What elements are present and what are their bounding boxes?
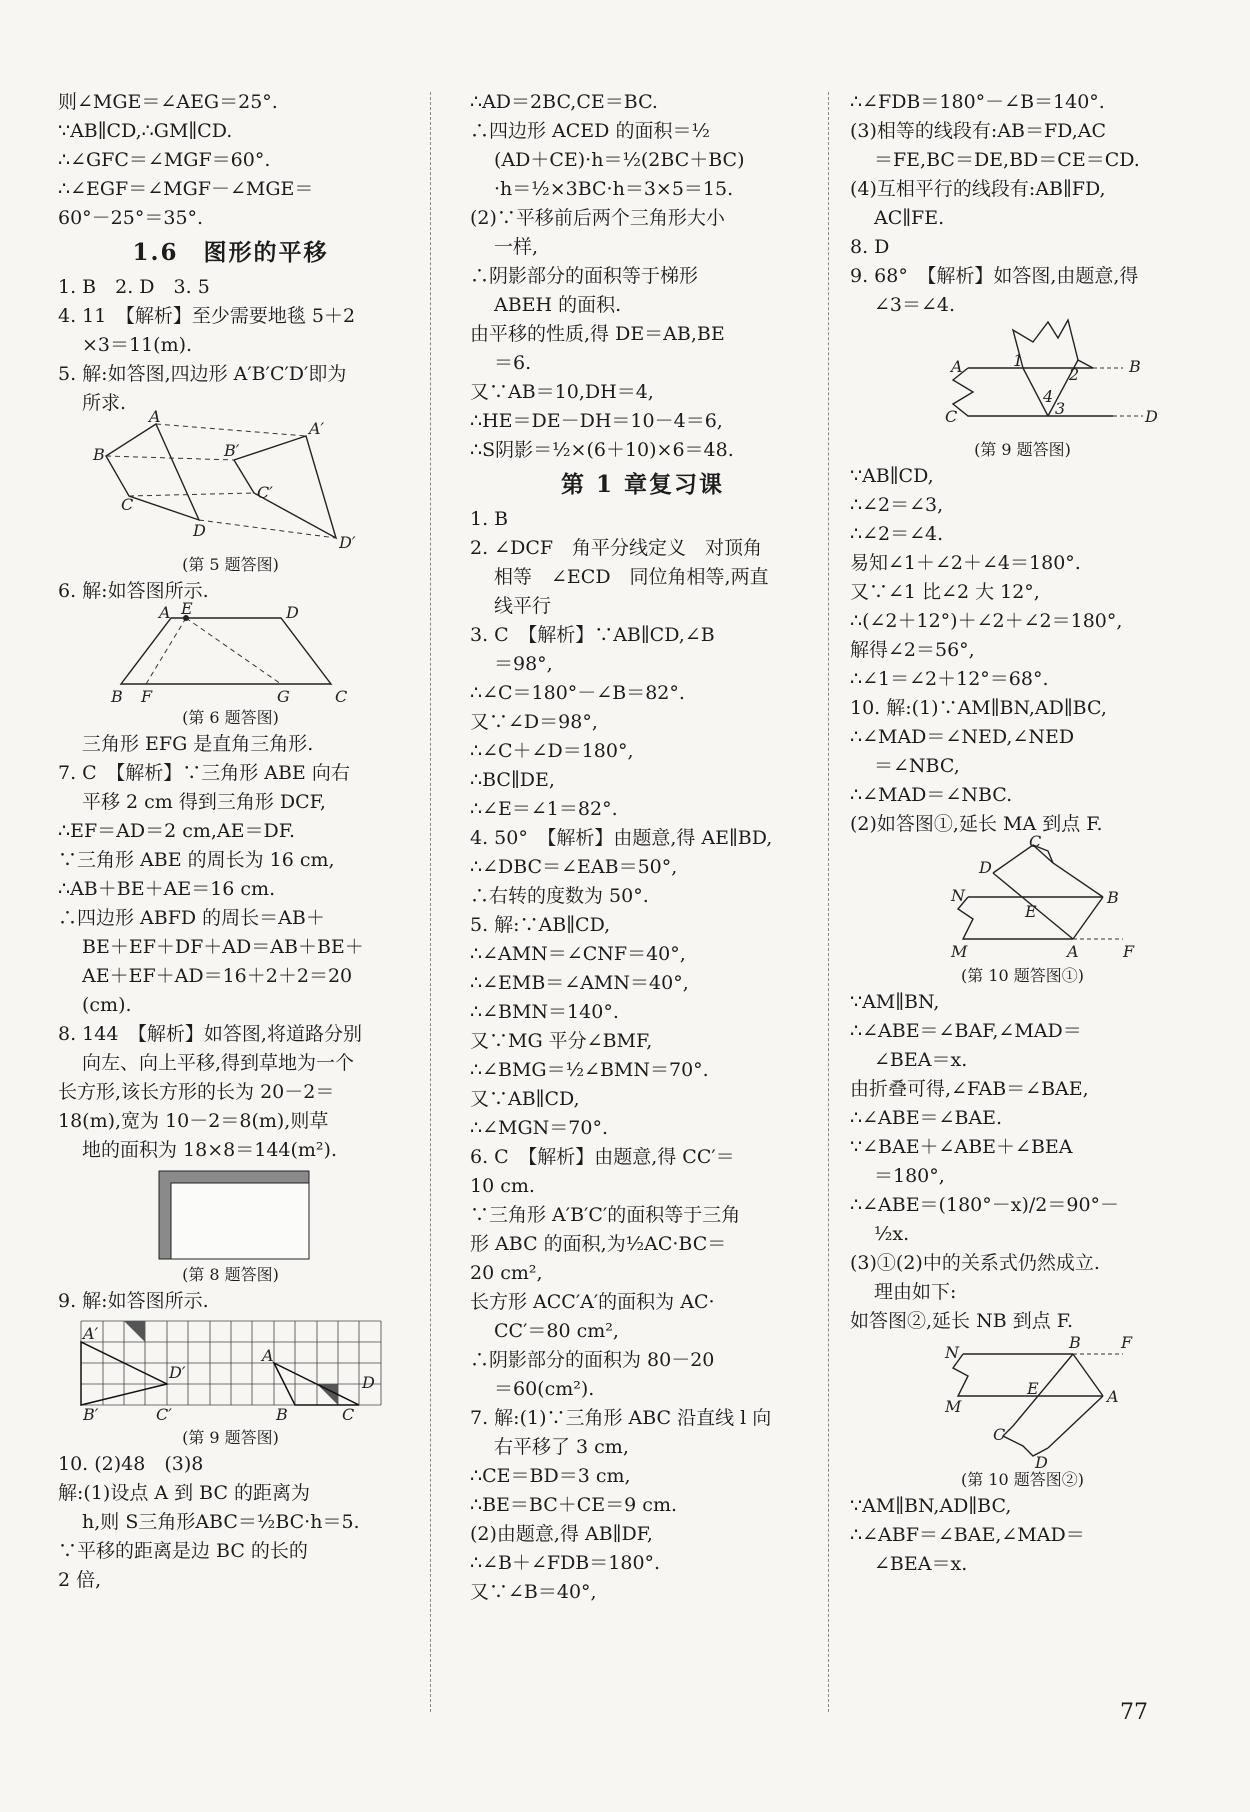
svg-text:B: B — [1068, 1333, 1081, 1352]
text-line: ∴∠B＋∠FDB＝180°. — [470, 1552, 661, 1574]
svg-text:F: F — [1120, 1333, 1132, 1352]
svg-text:F: F — [140, 687, 152, 706]
col2-answers-b — [470, 505, 815, 1607]
col1-answers-b — [58, 577, 403, 606]
text-line: 一样, — [494, 236, 539, 258]
text-line: ∴(∠2＋12°)＋∠2＋∠2＝180°, — [850, 610, 1123, 632]
column-divider-2 — [828, 92, 829, 1712]
text-line: ∴∠EMB＝∠AMN＝40°, — [470, 972, 689, 994]
text-line: ∴∠ABE＝(180°－x)/2＝90°－ — [850, 1194, 1120, 1216]
svg-text:C′: C′ — [155, 1405, 172, 1424]
svg-text:D: D — [978, 858, 992, 877]
text-line: ∵AM∥BN,AD∥BC, — [850, 1495, 1012, 1517]
svg-text:2: 2 — [1068, 365, 1079, 384]
text-line: 5. 解:∵AB∥CD, — [470, 914, 611, 936]
text-line: 4. 50° 【解析】由题意,得 AE∥BD, — [470, 827, 773, 849]
text-line: CC′＝80 cm², — [494, 1320, 619, 1342]
text-line: 又∵∠B＝40°, — [470, 1581, 597, 1603]
text-line: ∵∠BAE＋∠ABE＋∠BEA — [850, 1136, 1073, 1158]
text-line: ∴阴影部分的面积为 80－20 — [470, 1349, 715, 1371]
col1-answers-a — [58, 273, 403, 418]
column-2 — [470, 88, 815, 1607]
text-line: ∴BE＝BC＋CE＝9 cm. — [470, 1494, 678, 1516]
text-line: 7. C 【解析】∵三角形 ABE 向右 — [58, 762, 350, 784]
text-line: 5. 解:如答图,四边形 A′B′C′D′即为 — [58, 363, 347, 385]
svg-text:D: D — [285, 603, 299, 622]
text-line: (2)∵平移前后两个三角形大小 — [470, 207, 725, 229]
svg-text:3: 3 — [1054, 399, 1065, 418]
text-line: ∵AB∥CD,∴GM∥CD. — [58, 120, 233, 142]
text-line: 6. 解:如答图所示. — [58, 580, 209, 602]
text-line: ∴∠DBC＝∠EAB＝50°, — [470, 856, 678, 878]
section-title-1-6: 1.6 图形的平移 — [132, 239, 329, 266]
figure-q5 — [58, 407, 403, 553]
col3-answers-b — [850, 462, 1195, 839]
text-line: ∵三角形 A′B′C′的面积等于三角 — [470, 1204, 741, 1226]
text-line: ＝98°, — [494, 653, 553, 675]
svg-text:E: E — [1024, 902, 1037, 921]
svg-text:B: B — [1106, 888, 1119, 907]
svg-text:A′: A′ — [308, 419, 324, 438]
text-line: ∴右转的度数为 50°. — [470, 885, 649, 907]
svg-text:B: B — [1128, 357, 1141, 376]
svg-text:G: G — [276, 687, 290, 706]
svg-text:D: D — [1034, 1453, 1048, 1472]
svg-text:E: E — [1026, 1379, 1039, 1398]
svg-text:D: D — [361, 1373, 375, 1392]
svg-text:C: C — [120, 495, 133, 514]
text-line: 又∵∠D＝98°, — [470, 711, 598, 733]
text-line: 相等 ∠ECD 同位角相等,两直 — [494, 566, 769, 588]
text-line: 则∠MGE＝∠AEG＝25°. — [58, 91, 278, 113]
text-line: ∴∠E＝∠1＝82°. — [470, 798, 618, 820]
text-line: ∴∠MGN＝70°. — [470, 1117, 608, 1139]
text-line: 理由如下: — [874, 1281, 957, 1303]
text-line: 1. B 2. D 3. 5 — [58, 276, 210, 298]
text-line: ∴∠MAD＝∠NED,∠NED — [850, 726, 1075, 748]
text-line: (cm). — [82, 994, 132, 1016]
figure-q9-fold — [850, 320, 1195, 438]
text-line: ∵AM∥BN, — [850, 991, 940, 1013]
text-line: 由平移的性质,得 DE＝AB,BE — [470, 323, 725, 345]
text-line: ∴EF＝AD＝2 cm,AE＝DF. — [58, 820, 296, 842]
text-line: ∴BC∥DE, — [470, 769, 555, 791]
col3-answers-a — [850, 88, 1195, 320]
text-line: ∴AB＋BE＋AE＝16 cm. — [58, 878, 276, 900]
svg-text:N: N — [944, 1343, 959, 1362]
text-line: 10. (2)48 (3)8 — [58, 1453, 204, 1475]
text-line: 三角形 EFG 是直角三角形. — [82, 733, 314, 755]
text-line: 地的面积为 18×8＝144(m²). — [82, 1139, 337, 1161]
text-line: (4)互相平行的线段有:AB∥FD, — [850, 178, 1106, 200]
svg-text:4: 4 — [1042, 387, 1053, 406]
svg-text:D′: D′ — [168, 1363, 185, 1382]
text-line: AC∥FE. — [874, 207, 945, 229]
text-line: 4. 11 【解析】至少需要地毯 5＋2 — [58, 305, 356, 327]
text-line: (3)相等的线段有:AB＝FD,AC — [850, 120, 1107, 142]
text-line: 60°－25°＝35°. — [58, 207, 204, 229]
svg-text:D: D — [192, 521, 206, 540]
fig10-1-caption: (第 10 题答图①) — [960, 966, 1085, 985]
text-line: ∴∠ABE＝∠BAF,∠MAD＝ — [850, 1020, 1082, 1042]
text-line: h,则 S三角形ABC＝½BC·h＝5. — [82, 1511, 360, 1533]
column-3 — [850, 88, 1195, 1579]
text-line: ∴∠FDB＝180°－∠B＝140°. — [850, 91, 1105, 113]
figure-q10-2 — [850, 1333, 1195, 1472]
text-line: ∴HE＝DE－DH＝10－4＝6, — [470, 410, 723, 432]
fig10-2-caption: (第 10 题答图②) — [960, 1470, 1085, 1489]
text-line: ∴∠GFC＝∠MGF＝60°. — [58, 149, 271, 171]
text-line: 2. ∠DCF 角平分线定义 对顶角 — [470, 537, 763, 559]
text-line: ∴∠C＋∠D＝180°, — [470, 740, 634, 762]
text-line: ∴∠ABE＝∠BAE. — [850, 1107, 1003, 1129]
figure-q8 — [58, 1165, 403, 1263]
text-line: ∠3＝∠4. — [874, 294, 956, 316]
text-line: ·h＝½×3BC·h＝3×5＝15. — [494, 178, 734, 200]
svg-text:A: A — [148, 407, 161, 426]
text-line: ∴∠EGF＝∠MGF－∠MGE＝ — [58, 178, 314, 200]
text-line: 所求. — [82, 392, 127, 414]
text-line: 又∵AB∥CD, — [470, 1088, 580, 1110]
text-line: 由折叠可得,∠FAB＝∠BAE, — [850, 1078, 1089, 1100]
svg-text:A: A — [261, 1346, 274, 1365]
figure-q10-1 — [850, 832, 1195, 964]
fig8-caption: (第 8 题答图) — [182, 1265, 279, 1284]
figure-q9-grid — [58, 1316, 403, 1426]
col1-answers-e — [58, 1450, 403, 1595]
svg-text:F: F — [1122, 942, 1134, 961]
svg-text:D: D — [1144, 407, 1158, 426]
svg-text:C: C — [341, 1405, 354, 1424]
svg-text:M: M — [944, 1397, 961, 1416]
text-line: 解:(1)设点 A 到 BC 的距离为 — [58, 1482, 311, 1504]
text-line: ×3＝11(m). — [82, 334, 193, 356]
text-line: 8. 144 【解析】如答图,将道路分别 — [58, 1023, 362, 1045]
svg-text:A: A — [950, 357, 963, 376]
text-line: 18(m),宽为 10－2＝8(m),则草 — [58, 1110, 329, 1132]
svg-text:E: E — [180, 599, 193, 618]
svg-text:A: A — [158, 603, 171, 622]
text-line: ∴阴影部分的面积等于梯形 — [470, 265, 699, 287]
svg-text:A: A — [1066, 942, 1079, 961]
text-line: ＝60(cm²). — [494, 1378, 595, 1400]
fig9-fold-caption: (第 9 题答图) — [974, 440, 1071, 459]
svg-text:D′: D′ — [338, 533, 355, 552]
text-line: ∴∠ABF＝∠BAE,∠MAD＝ — [850, 1524, 1085, 1546]
col1-answers-d — [58, 1287, 403, 1316]
text-line: ∴∠AMN＝∠CNF＝40°, — [470, 943, 686, 965]
text-line: 10 cm. — [470, 1175, 535, 1197]
col3-answers-d — [850, 1492, 1195, 1579]
text-line: 形 ABC 的面积,为½AC·BC＝ — [470, 1233, 727, 1255]
text-line: 9. 解:如答图所示. — [58, 1290, 209, 1312]
text-line: ＝FE,BC＝DE,BD＝CE＝CD. — [874, 149, 1140, 171]
svg-text:M: M — [950, 942, 967, 961]
fig9-grid-caption: (第 9 题答图) — [182, 1428, 279, 1447]
text-line: 3. C 【解析】∵AB∥CD,∠B — [470, 624, 715, 646]
text-line: ∵AB∥CD, — [850, 465, 934, 487]
text-line: ∠BEA＝x. — [874, 1049, 968, 1071]
svg-text:A: A — [1106, 1387, 1119, 1406]
svg-text:1: 1 — [1012, 351, 1023, 370]
text-line: ＝6. — [494, 352, 532, 374]
svg-text:B′: B′ — [82, 1405, 98, 1424]
text-line: 7. 解:(1)∵三角形 ABC 沿直线 l 向 — [470, 1407, 772, 1429]
text-line: (2)由题意,得 AB∥DF, — [470, 1523, 653, 1545]
text-line: ∴CE＝BD＝3 cm, — [470, 1465, 631, 1487]
text-line: ∴∠2＝∠4. — [850, 523, 944, 545]
text-line: 1. B — [470, 508, 509, 530]
text-line: ＝∠NBC, — [874, 755, 960, 777]
fig5-caption: (第 5 题答图) — [182, 555, 279, 574]
text-line: ∴∠C＝180°－∠B＝82°. — [470, 682, 685, 704]
col1-answers-c — [58, 730, 403, 1165]
col2-answers-a — [470, 88, 815, 465]
text-line: 如答图②,延长 NB 到点 F. — [850, 1310, 1074, 1332]
text-line: ∴∠BMN＝140°. — [470, 1001, 619, 1023]
svg-text:B: B — [275, 1405, 288, 1424]
svg-text:B: B — [110, 687, 123, 706]
text-line: ∵三角形 ABE 的周长为 16 cm, — [58, 849, 335, 871]
text-line: ∴∠MAD＝∠NBC. — [850, 784, 1013, 806]
text-line: ABEH 的面积. — [494, 294, 622, 316]
text-line: 解得∠2＝56°, — [850, 639, 975, 661]
svg-text:B: B — [92, 445, 105, 464]
text-line: ½x. — [874, 1223, 910, 1245]
text-line: 又∵MG 平分∠BMF, — [470, 1030, 653, 1052]
text-line: 8. D — [850, 236, 890, 258]
text-line: ∴四边形 ACED 的面积＝½ — [470, 120, 710, 142]
text-line: 9. 68° 【解析】如答图,由题意,得 — [850, 265, 1139, 287]
text-line: (3)①(2)中的关系式仍然成立. — [850, 1252, 1100, 1274]
col1-pre — [58, 88, 403, 233]
text-line: 20 cm², — [470, 1262, 543, 1284]
svg-text:C′: C′ — [256, 483, 273, 502]
svg-text:N: N — [950, 886, 965, 905]
text-line: 长方形 ACC′A′的面积为 AC· — [470, 1291, 715, 1313]
svg-text:C: C — [992, 1425, 1005, 1444]
text-line: 2 倍, — [58, 1569, 102, 1591]
text-line: (2)如答图①,延长 MA 到点 F. — [850, 813, 1103, 835]
svg-text:B′: B′ — [223, 441, 239, 460]
text-line: 平移 2 cm 得到三角形 DCF, — [82, 791, 326, 813]
text-line: AE＋EF＋AD＝16＋2＋2＝20 — [82, 965, 353, 987]
text-line: 右平移了 3 cm, — [494, 1436, 629, 1458]
text-line: 线平行 — [494, 595, 552, 617]
fig6-caption: (第 6 题答图) — [182, 708, 279, 727]
column-divider-1 — [430, 92, 431, 1712]
text-line: ∠BEA＝x. — [874, 1553, 968, 1575]
page-number: 77 — [1120, 1700, 1148, 1725]
text-line: 又∵AB＝10,DH＝4, — [470, 381, 654, 403]
svg-text:C: C — [1028, 832, 1041, 851]
section-title-review: 第 1 章复习课 — [560, 471, 725, 498]
text-line: ∴∠2＝∠3, — [850, 494, 944, 516]
text-line: BE＋EF＋DF＋AD＝AB＋BE＋ — [82, 936, 364, 958]
text-line: 又∵∠1 比∠2 大 12°, — [850, 581, 1040, 603]
text-line: 易知∠1＋∠2＋∠4＝180°. — [850, 552, 1081, 574]
text-line: 向左、向上平移,得到草地为一个 — [82, 1052, 355, 1074]
svg-text:C: C — [944, 407, 957, 426]
text-line: 6. C 【解析】由题意,得 CC′＝ — [470, 1146, 735, 1168]
column-1 — [58, 88, 403, 1595]
text-line: ∴∠BMG＝½∠BMN＝70°. — [470, 1059, 709, 1081]
text-line: (AD＋CE)·h＝½(2BC＋BC) — [494, 149, 745, 171]
text-line: ∴∠1＝∠2＋12°＝68°. — [850, 668, 1049, 690]
figure-q6 — [58, 599, 403, 706]
text-line: ∴S阴影＝½×(6＋10)×6＝48. — [470, 439, 734, 461]
text-line: ＝180°, — [874, 1165, 945, 1187]
svg-text:A′: A′ — [82, 1324, 98, 1343]
svg-text:C: C — [334, 687, 347, 706]
text-line: ∴四边形 ABFD 的周长＝AB＋ — [58, 907, 325, 929]
text-line: ∴AD＝2BC,CE＝BC. — [470, 91, 658, 113]
col3-answers-c — [850, 988, 1195, 1336]
text-line: 10. 解:(1)∵AM∥BN,AD∥BC, — [850, 697, 1107, 719]
text-line: ∵平移的距离是边 BC 的长的 — [58, 1540, 308, 1562]
text-line: 长方形,该长方形的长为 20－2＝ — [58, 1081, 335, 1103]
